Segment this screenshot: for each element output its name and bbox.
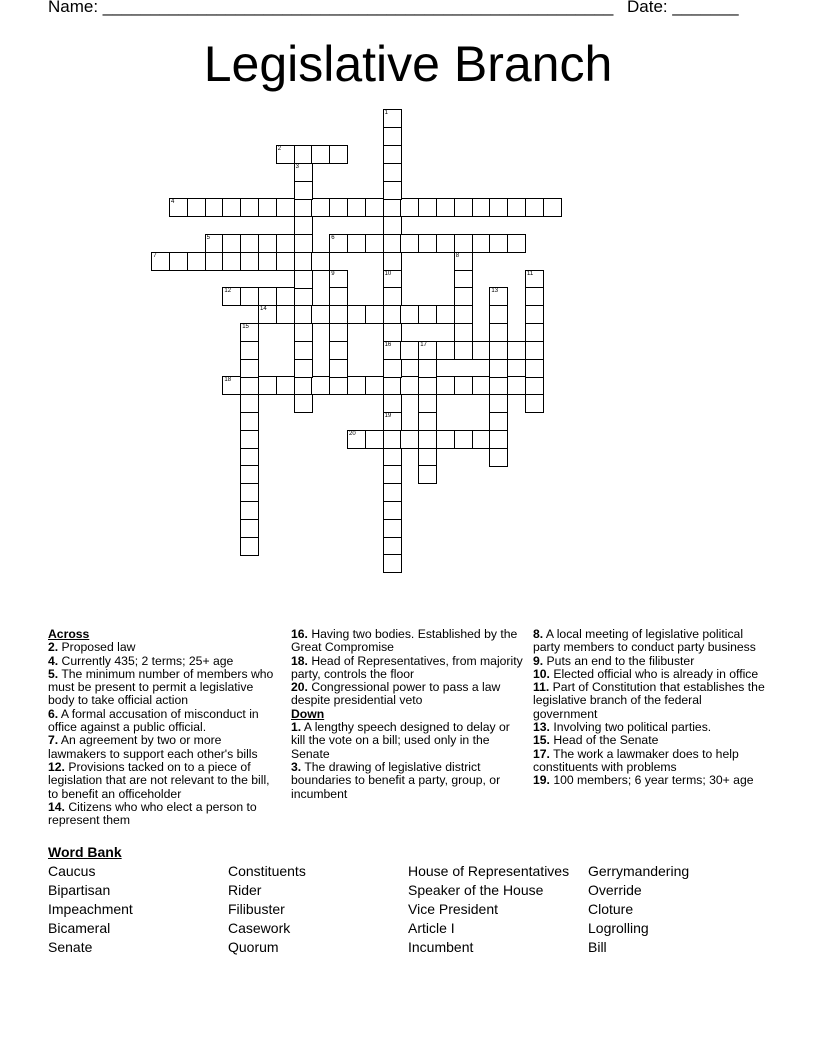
crossword-cell[interactable] <box>240 537 259 556</box>
crossword-cell[interactable] <box>436 234 455 253</box>
crossword-cell[interactable] <box>383 554 402 573</box>
cell-number: 18 <box>224 377 232 384</box>
crossword-cell[interactable] <box>276 287 295 306</box>
crossword-cell[interactable] <box>454 252 473 271</box>
crossword-cell[interactable] <box>169 198 188 217</box>
crossword-cell[interactable] <box>365 234 384 253</box>
clue-across <box>291 681 523 708</box>
crossword-cell[interactable] <box>525 323 544 342</box>
clue-number: 7. <box>48 733 59 748</box>
word-bank-item: House of Representatives <box>408 863 570 879</box>
crossword-cell[interactable] <box>294 305 313 324</box>
across-heading: Across <box>48 627 90 641</box>
clue-number: 3. <box>291 759 302 774</box>
word-bank-column-4 <box>588 862 689 957</box>
down-heading: Down <box>291 706 325 721</box>
crossword-cell[interactable] <box>525 287 544 306</box>
crossword-cell[interactable] <box>222 376 241 395</box>
crossword-cell[interactable] <box>418 412 437 431</box>
page-title: Legislative Branch <box>203 36 613 92</box>
crossword-cell[interactable] <box>383 430 402 449</box>
clue-down <box>533 681 769 721</box>
crossword-cell[interactable] <box>240 448 259 467</box>
crossword-cell[interactable] <box>525 270 544 289</box>
cell-number: 16 <box>384 341 392 348</box>
crossword-cell[interactable] <box>294 181 313 200</box>
clue-number: 6. <box>48 706 59 721</box>
crossword-cell[interactable] <box>383 519 402 538</box>
word-bank-column-2 <box>228 862 306 957</box>
crossword-cell[interactable] <box>329 359 348 378</box>
crossword-cell[interactable] <box>347 305 366 324</box>
clue-down <box>291 721 523 761</box>
crossword-cell[interactable] <box>400 305 419 324</box>
crossword-cell[interactable] <box>418 234 437 253</box>
crossword-cell[interactable] <box>383 145 402 164</box>
clue-number: 19. <box>533 773 550 788</box>
crossword-cell[interactable] <box>383 376 402 395</box>
clue-down <box>533 774 769 787</box>
crossword-cell[interactable] <box>240 323 259 342</box>
crossword-cell[interactable] <box>400 234 419 253</box>
clue-down <box>533 721 769 734</box>
crossword-cell[interactable] <box>365 305 384 324</box>
clue-text: Head of Representatives, from majority party, controls the floor <box>291 653 523 681</box>
clue-number: 17. <box>533 746 550 761</box>
crossword-cell[interactable] <box>276 234 295 253</box>
clue-text: Citizens who who elect a person to represent them <box>48 799 257 828</box>
crossword-cell[interactable] <box>222 234 241 253</box>
clues-column-2 <box>291 628 523 801</box>
crossword-cell[interactable] <box>454 287 473 306</box>
clue-across <box>48 708 280 735</box>
crossword-cell[interactable] <box>454 376 473 395</box>
cell-number: 1 <box>384 110 388 117</box>
crossword-cell[interactable] <box>276 198 295 217</box>
crossword-cell[interactable] <box>258 376 277 395</box>
crossword-cell[interactable] <box>169 252 188 271</box>
word-bank-item: Speaker of the House <box>408 882 544 898</box>
clue-across <box>291 655 523 682</box>
crossword-cell[interactable] <box>347 376 366 395</box>
clue-text: The work a lawmaker does to help constituents with problems <box>533 746 739 774</box>
crossword-cell[interactable] <box>472 341 491 360</box>
crossword-cell[interactable] <box>400 430 419 449</box>
crossword-cell[interactable] <box>418 394 437 413</box>
clue-number: 1. <box>291 720 302 735</box>
crossword-cell[interactable] <box>400 376 419 395</box>
crossword-cell[interactable] <box>383 305 402 324</box>
clues-column-3 <box>533 628 769 788</box>
crossword-cell[interactable] <box>436 376 455 395</box>
crossword-cell[interactable] <box>418 448 437 467</box>
word-bank-item: Rider <box>228 882 262 898</box>
crossword-cell[interactable] <box>383 127 402 146</box>
crossword-cell[interactable] <box>489 412 508 431</box>
crossword-cell[interactable] <box>311 145 330 164</box>
cell-number: 11 <box>527 270 534 277</box>
crossword-cell[interactable] <box>507 341 526 360</box>
crossword-cell[interactable] <box>418 341 437 360</box>
clue-text: Puts an end to the filibuster <box>543 653 695 668</box>
clue-text: Head of the Senate <box>549 733 659 748</box>
word-bank-item: Logrolling <box>588 920 649 936</box>
crossword-cell[interactable] <box>436 341 455 360</box>
clue-text: Elected official who is already in office <box>549 666 759 681</box>
crossword-cell[interactable] <box>383 287 402 306</box>
word-bank-item: Impeachment <box>48 901 133 917</box>
clue-text: The drawing of legislative district boundaries to benefit a party, group, or incumbent <box>291 759 501 801</box>
crossword-cell[interactable] <box>294 252 313 271</box>
crossword-cell[interactable] <box>383 448 402 467</box>
crossword-cell[interactable] <box>240 412 259 431</box>
clue-number: 12. <box>48 759 65 774</box>
crossword-cell[interactable] <box>525 359 544 378</box>
crossword-cell[interactable] <box>436 198 455 217</box>
clue-text: A local meeting of legislative political party members to conduct party business <box>533 627 756 655</box>
word-bank-item: Constituents <box>228 863 306 879</box>
word-bank-item: Gerrymandering <box>588 863 690 879</box>
crossword-cell[interactable] <box>418 198 437 217</box>
crossword-cell[interactable] <box>472 376 491 395</box>
crossword-cell[interactable] <box>436 305 455 324</box>
crossword-cell[interactable] <box>294 341 313 360</box>
crossword-cell[interactable] <box>294 163 313 182</box>
crossword-cell[interactable] <box>489 341 508 360</box>
clue-across <box>48 641 280 654</box>
crossword-cell[interactable] <box>240 519 259 538</box>
cell-number: 8 <box>455 252 460 259</box>
word-bank-item: Bill <box>588 939 607 955</box>
word-bank-column-1 <box>48 862 133 957</box>
crossword-cell[interactable] <box>240 430 259 449</box>
crossword-cell[interactable] <box>507 376 526 395</box>
cell-number: 19 <box>384 413 392 419</box>
clue-across <box>48 801 280 828</box>
crossword-cell[interactable] <box>311 305 330 324</box>
clue-text: An agreement by two or more lawmakers to support each other's bills <box>48 733 258 761</box>
crossword-cell[interactable] <box>294 359 313 378</box>
clue-text: Provisions tacked on to a piece of legislation that are not relevant to the bill, to benefit an officeholder <box>48 759 270 801</box>
crossword-cell[interactable] <box>205 234 224 253</box>
crossword-cell[interactable] <box>240 376 259 395</box>
crossword-cell[interactable] <box>489 394 508 413</box>
crossword-cell[interactable] <box>365 376 384 395</box>
word-bank-item: Senate <box>48 939 93 955</box>
crossword-cell[interactable] <box>311 376 330 395</box>
crossword-cell[interactable] <box>472 234 491 253</box>
crossword-cell[interactable] <box>240 465 259 484</box>
crossword-cell[interactable] <box>383 412 402 431</box>
clue-number: 5. <box>48 666 59 681</box>
crossword-cell[interactable] <box>294 145 313 164</box>
crossword-cell[interactable] <box>240 501 259 520</box>
crossword-cell[interactable] <box>294 216 313 235</box>
crossword-cell[interactable] <box>507 234 526 253</box>
crossword-cell[interactable] <box>329 234 348 253</box>
crossword-cell[interactable] <box>525 341 544 360</box>
crossword-cell[interactable] <box>240 198 259 217</box>
crossword-cell[interactable] <box>294 323 313 342</box>
crossword-cell[interactable] <box>489 359 508 378</box>
crossword-cell[interactable] <box>400 341 419 360</box>
crossword-cell[interactable] <box>454 323 473 342</box>
word-bank-item: Quorum <box>228 939 279 955</box>
clue-text: A lengthy speech designed to delay or kill the vote on a bill; used only in the Senate <box>291 720 510 761</box>
crossword-cell[interactable] <box>151 252 170 271</box>
crossword-cell[interactable] <box>240 394 259 413</box>
cell-number: 14 <box>260 306 267 313</box>
crossword-cell[interactable] <box>383 359 402 378</box>
crossword-cell[interactable] <box>222 287 241 306</box>
crossword-cell[interactable] <box>383 163 402 182</box>
clue-number: 4. <box>48 653 59 668</box>
cell-number: 10 <box>384 270 392 277</box>
clue-text: Congressional power to pass a law despite presidential veto <box>291 680 501 708</box>
crossword-cell[interactable] <box>258 234 277 253</box>
clue-text: Having two bodies. Established by the Great Compromise <box>291 627 518 655</box>
crossword-cell[interactable] <box>294 198 313 217</box>
cell-number: 6 <box>331 235 335 241</box>
clues-column-1 <box>48 628 280 827</box>
crossword-cell[interactable] <box>454 198 473 217</box>
crossword-cell[interactable] <box>525 394 544 413</box>
clue-across <box>48 761 280 801</box>
crossword-cell[interactable] <box>294 394 313 413</box>
crossword-cell[interactable] <box>276 305 295 324</box>
crossword-cell[interactable] <box>294 270 313 289</box>
crossword-cell[interactable] <box>294 287 313 306</box>
crossword-cell[interactable] <box>222 252 241 271</box>
word-bank-item: Casework <box>228 920 291 936</box>
crossword-cell[interactable] <box>205 252 224 271</box>
clue-across <box>48 668 280 708</box>
clue-down <box>533 734 769 747</box>
crossword-cell[interactable] <box>240 483 259 502</box>
crossword-cell[interactable] <box>240 341 259 360</box>
crossword-cell[interactable] <box>240 287 259 306</box>
word-bank-item: Filibuster <box>228 901 285 917</box>
clue-text: Involving two political parties. <box>549 720 712 735</box>
crossword-cell[interactable] <box>365 430 384 449</box>
clue-number: 16. <box>291 627 308 641</box>
crossword-cell[interactable] <box>383 483 402 502</box>
crossword-cell[interactable] <box>329 323 348 342</box>
crossword-cell[interactable] <box>383 341 402 360</box>
clue-down <box>533 628 769 655</box>
word-bank-item: Incumbent <box>408 939 474 955</box>
cell-number: 20 <box>349 430 356 437</box>
crossword-cell[interactable] <box>258 198 277 217</box>
clue-text: Proposed law <box>58 640 136 655</box>
clue-text: Currently 435; 2 terms; 25+ age <box>58 653 234 668</box>
crossword-cell[interactable] <box>489 323 508 342</box>
crossword-cell[interactable] <box>418 465 437 484</box>
crossword-cell[interactable] <box>489 234 508 253</box>
crossword-cell[interactable] <box>383 394 402 413</box>
crossword-cell[interactable] <box>383 198 402 217</box>
crossword-cell[interactable] <box>418 376 437 395</box>
crossword-cell[interactable] <box>329 287 348 306</box>
crossword-cell[interactable] <box>507 198 526 217</box>
crossword-cell[interactable] <box>240 359 259 378</box>
cell-number: 17 <box>420 341 427 348</box>
crossword-cell[interactable] <box>222 198 241 217</box>
crossword-cell[interactable] <box>311 198 330 217</box>
crossword-cell[interactable] <box>258 305 277 324</box>
crossword-cell[interactable] <box>311 252 330 271</box>
crossword-cell[interactable] <box>383 465 402 484</box>
crossword-cell[interactable] <box>525 198 544 217</box>
clue-down <box>533 655 769 668</box>
crossword-cell[interactable] <box>240 252 259 271</box>
crossword-cell[interactable] <box>454 430 473 449</box>
clue-across <box>48 655 280 668</box>
crossword-cell[interactable] <box>276 145 295 164</box>
crossword-cell[interactable] <box>383 109 402 128</box>
crossword-cell[interactable] <box>276 376 295 395</box>
crossword-cell[interactable] <box>258 252 277 271</box>
crossword-cell[interactable] <box>383 181 402 200</box>
crossword-cell[interactable] <box>347 234 366 253</box>
crossword-cell[interactable] <box>205 198 224 217</box>
clue-number: 2. <box>48 640 59 655</box>
cell-number: 15 <box>242 324 249 330</box>
crossword-cell[interactable] <box>543 198 562 217</box>
clue-number: 11. <box>533 680 550 695</box>
crossword-cell[interactable] <box>436 430 455 449</box>
clue-number: 18. <box>291 653 308 668</box>
clue-number: 8. <box>533 627 544 641</box>
clue-number: 10. <box>533 666 550 681</box>
word-bank-item: Bipartisan <box>48 882 111 898</box>
crossword-cell[interactable] <box>329 341 348 360</box>
clue-down <box>533 668 769 681</box>
crossword-cell[interactable] <box>454 305 473 324</box>
crossword-cell[interactable] <box>383 252 402 271</box>
crossword-cell[interactable] <box>454 234 473 253</box>
cell-number: 2 <box>277 146 282 152</box>
crossword-cell[interactable] <box>418 359 437 378</box>
word-bank-item: Bicameral <box>48 920 111 936</box>
crossword-cell[interactable] <box>454 341 473 360</box>
cell-number: 13 <box>491 288 499 295</box>
name-field[interactable]: Name: ______________________________________________________ <box>48 0 614 16</box>
crossword-cell[interactable] <box>418 430 437 449</box>
cell-number: 4 <box>171 199 175 206</box>
crossword-cell[interactable] <box>489 430 508 449</box>
word-bank-item: Override <box>588 882 642 898</box>
crossword-cell[interactable] <box>294 376 313 395</box>
crossword-cell[interactable] <box>489 376 508 395</box>
crossword-cell[interactable] <box>365 198 384 217</box>
word-bank-item: Vice President <box>408 901 499 917</box>
crossword-cell[interactable] <box>347 198 366 217</box>
clue-number: 13. <box>533 720 550 735</box>
crossword-cell[interactable] <box>383 234 402 253</box>
clue-text: The minimum number of members who must be present to permit a legislative body to take official action <box>48 666 274 708</box>
cell-number: 9 <box>331 270 335 277</box>
clue-number: 20. <box>291 680 308 695</box>
word-bank-item: Article I <box>408 920 455 936</box>
crossword-cell[interactable] <box>525 376 544 395</box>
crossword-cell[interactable] <box>418 305 437 324</box>
crossword-cell[interactable] <box>329 198 348 217</box>
crossword-cell[interactable] <box>383 323 402 342</box>
crossword-cell[interactable] <box>276 252 295 271</box>
crossword-cell[interactable] <box>489 287 508 306</box>
clue-number: 9. <box>533 653 544 668</box>
crossword-cell[interactable] <box>187 198 206 217</box>
crossword-cell[interactable] <box>489 198 508 217</box>
word-bank-heading: Word Bank <box>48 844 122 860</box>
word-bank-item: Cloture <box>588 901 634 917</box>
crossword-cell[interactable] <box>472 198 491 217</box>
clue-across <box>48 734 280 761</box>
crossword-cell[interactable] <box>472 430 491 449</box>
crossword-cell[interactable] <box>329 305 348 324</box>
crossword-cell[interactable] <box>383 537 402 556</box>
crossword-cell[interactable] <box>383 216 402 235</box>
clue-text: Part of Constitution that establishes the legislative branch of the federal government <box>533 680 765 721</box>
word-bank-item: Caucus <box>48 863 96 879</box>
crossword-cell[interactable] <box>240 234 259 253</box>
crossword-cell[interactable] <box>383 501 402 520</box>
date-field[interactable]: Date: _______ <box>627 0 739 16</box>
crossword-cell[interactable] <box>329 270 348 289</box>
cell-number: 7 <box>153 252 157 259</box>
cell-number: 12 <box>224 288 232 295</box>
crossword-cell[interactable] <box>525 305 544 324</box>
crossword-cell[interactable] <box>258 287 277 306</box>
crossword-cell[interactable] <box>383 270 402 289</box>
crossword-cell[interactable] <box>187 252 206 271</box>
crossword-cell[interactable] <box>294 234 313 253</box>
crossword-cell[interactable] <box>454 270 473 289</box>
clue-down <box>533 748 769 775</box>
word-bank-column-3 <box>408 862 569 957</box>
clue-down <box>291 761 523 801</box>
crossword-cell[interactable] <box>329 376 348 395</box>
crossword-cell[interactable] <box>489 448 508 467</box>
clue-text: A formal accusation of misconduct in office against a public official. <box>48 706 259 735</box>
cell-number: 3 <box>295 163 299 170</box>
crossword-cell[interactable] <box>347 430 366 449</box>
clue-number: 14. <box>48 799 65 814</box>
crossword-cell[interactable] <box>329 145 348 164</box>
cell-number: 5 <box>206 235 210 241</box>
clue-text: 100 members; 6 year terms; 30+ age <box>549 773 754 788</box>
clue-across <box>291 628 523 655</box>
crossword-cell[interactable] <box>400 198 419 217</box>
clue-number: 15. <box>533 733 550 748</box>
crossword-cell[interactable] <box>489 305 508 324</box>
